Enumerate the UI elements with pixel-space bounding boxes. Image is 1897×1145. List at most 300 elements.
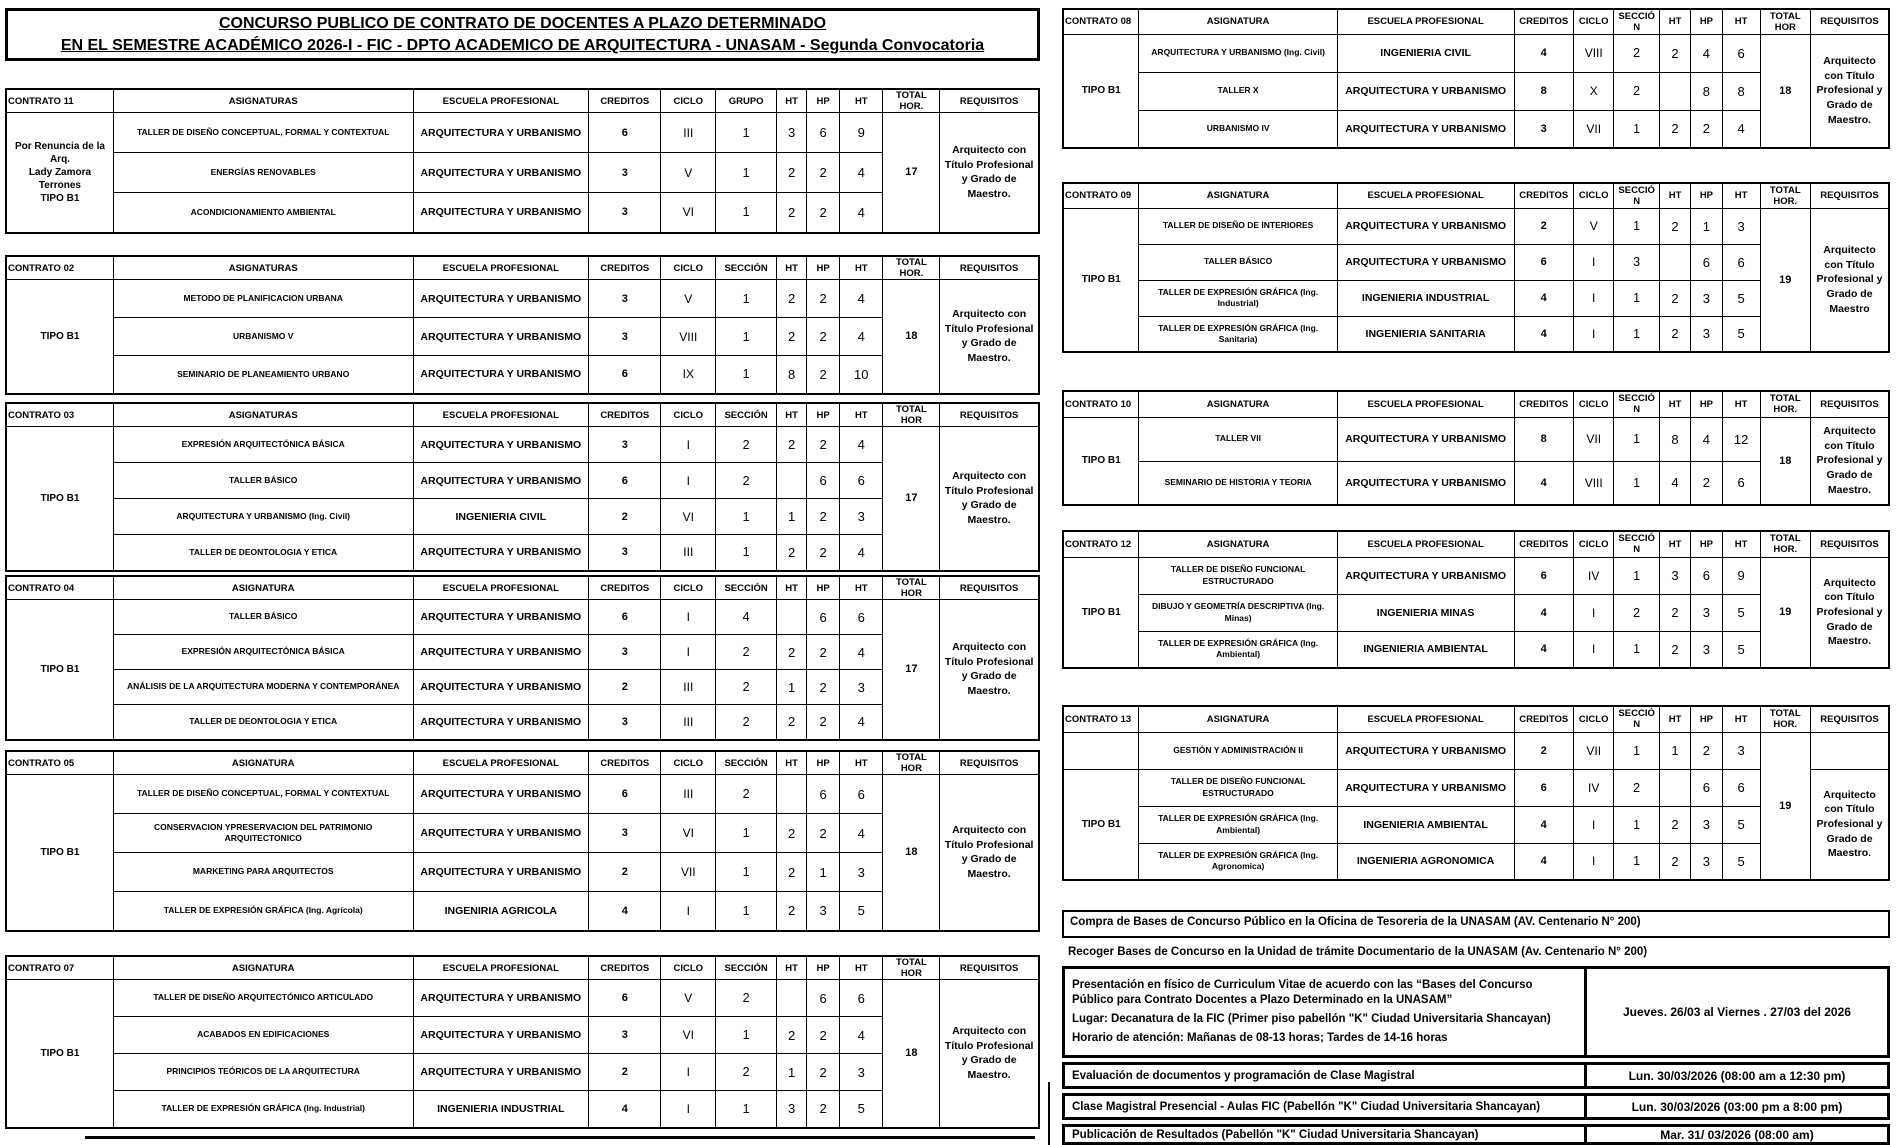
ht-cell: 2 bbox=[777, 705, 807, 740]
requisitos-header: REQUISITOS bbox=[940, 751, 1039, 775]
ht-total-cell: 4 bbox=[840, 1017, 883, 1054]
asignatura-cell: DIBUJO Y GEOMETRÍA DESCRIPTIVA (Ing. Minas) bbox=[1139, 594, 1337, 631]
title-box bbox=[5, 8, 1040, 61]
ht-total-cell: 4 bbox=[840, 814, 883, 853]
ht-cell: 1 bbox=[1659, 732, 1690, 769]
escuela-cell: ARQUITECTURA Y URBANISMO bbox=[1337, 461, 1514, 505]
asignatura-header: ASIGNATURA bbox=[1139, 391, 1337, 417]
creditos-cell: 6 bbox=[589, 113, 661, 153]
seccion-cell: 1 bbox=[1614, 280, 1659, 316]
asignatura-cell: TALLER DE EXPRESIÓN GRÁFICA (Ing. Sanitaria) bbox=[1139, 316, 1337, 352]
publicacion-date: Mar. 31/ 03/2026 (08:00 am) bbox=[1660, 1127, 1814, 1142]
schedule-evaluation-row bbox=[1062, 1062, 1890, 1089]
escuela-cell: INGENIERIA INDUSTRIAL bbox=[413, 1091, 589, 1128]
ciclo-cell: VIII bbox=[1573, 34, 1613, 72]
total-hours-header: TOTAL HOR. bbox=[1760, 391, 1810, 417]
ht-cell: 2 bbox=[1659, 208, 1690, 244]
grupo-seccion-header: SECCIÓN bbox=[716, 576, 777, 600]
creditos-cell: 2 bbox=[1514, 208, 1573, 244]
escuela-cell: INGENIERIA MINAS bbox=[1337, 594, 1514, 631]
seccion-cell: 1 bbox=[716, 318, 777, 356]
total-hours-header: TOTAL HOR. bbox=[1760, 706, 1810, 732]
presentation-date: Jueves. 26/03 al Viernes . 27/03 del 2026 bbox=[1623, 1005, 1851, 1019]
contract-type-label: TIPO B1 bbox=[1063, 557, 1139, 668]
escuela-cell: INGENIERIA AGRONOMICA bbox=[1337, 843, 1514, 880]
ht-total-cell: 6 bbox=[840, 600, 883, 635]
ht-total-cell: 5 bbox=[1722, 806, 1760, 843]
note-compra-text: Compra de Bases de Concurso Público en la Oficina de Tesoreria de la UNASAM (AV. Centenario N° 200) bbox=[1070, 916, 1641, 928]
ht-cell: 2 bbox=[777, 535, 807, 571]
creditos-cell: 4 bbox=[1514, 806, 1573, 843]
asignatura-cell: TALLER DE EXPRESIÓN GRÁFICA (Ing. Ambiental) bbox=[1139, 631, 1337, 668]
ht-cell: 2 bbox=[777, 635, 807, 670]
grupo-seccion-header: SECCIÓN bbox=[716, 403, 777, 427]
contract-type-label: TIPO B1 bbox=[1063, 769, 1139, 880]
ht-total-cell: 3 bbox=[840, 853, 883, 892]
ciclo-cell: I bbox=[1573, 594, 1613, 631]
ht-header: HT bbox=[777, 751, 807, 775]
creditos-cell: 4 bbox=[1514, 594, 1573, 631]
ciclo-cell: III bbox=[661, 535, 716, 571]
ht-cell: 2 bbox=[777, 814, 807, 853]
total-hours-header: TOTAL HOR bbox=[883, 576, 940, 600]
creditos-cell: 8 bbox=[1514, 72, 1573, 110]
ht-total-cell: 6 bbox=[840, 463, 883, 499]
ht-total-cell: 6 bbox=[840, 775, 883, 814]
hp-header: HP bbox=[807, 256, 840, 280]
requisitos-header: REQUISITOS bbox=[1810, 391, 1889, 417]
requisitos-header: REQUISITOS bbox=[940, 956, 1039, 980]
seccion-cell: 1 bbox=[1614, 557, 1659, 594]
seccion-cell: 1 bbox=[1614, 806, 1659, 843]
ciclo-cell: IV bbox=[1573, 557, 1613, 594]
ht2-header: HT bbox=[1722, 706, 1760, 732]
ciclo-cell: V bbox=[661, 980, 716, 1017]
asignatura-cell: URBANISMO V bbox=[113, 318, 413, 356]
seccion-cell: 1 bbox=[1614, 208, 1659, 244]
hp-cell: 2 bbox=[807, 193, 840, 233]
ht-total-cell: 3 bbox=[840, 670, 883, 705]
hp-cell: 6 bbox=[807, 463, 840, 499]
ciclo-cell: VII bbox=[1573, 110, 1613, 148]
requisitos-cell: Arquitecto con Título Profesional y Grado de Maestro. bbox=[1810, 34, 1889, 148]
presentation-line-1: Presentación en físico de Curriculum Vitae de acuerdo con las “Bases del Concurso Público para Contrato Docentes a Plazo Determinado en la UNASAM” bbox=[1072, 979, 1533, 1007]
escuela-cell: INGENIERIA INDUSTRIAL bbox=[1337, 280, 1514, 316]
contract-type-label: Por Renuncia de la Arq. Lady Zamora Terrones TIPO B1 bbox=[6, 113, 113, 233]
ht-cell: 1 bbox=[777, 1054, 807, 1091]
escuela-cell: ARQUITECTURA Y URBANISMO bbox=[413, 1017, 589, 1054]
escuela-cell: ARQUITECTURA Y URBANISMO bbox=[1337, 110, 1514, 148]
page-title-line1: CONCURSO PUBLICO DE CONTRATO DE DOCENTES A PLAZO DETERMINADO bbox=[218, 15, 827, 32]
ht-cell: 3 bbox=[777, 113, 807, 153]
creditos-cell: 8 bbox=[1514, 417, 1573, 461]
creditos-header: CREDITOS bbox=[589, 576, 661, 600]
ht-cell: 2 bbox=[777, 853, 807, 892]
ht-cell bbox=[777, 600, 807, 635]
contract-id: CONTRATO 12 bbox=[1063, 531, 1139, 557]
contract-id: CONTRATO 03 bbox=[6, 403, 113, 427]
asignatura-header: ASIGNATURA bbox=[1139, 531, 1337, 557]
requisitos-cell: Arquitecto con Título Profesional y Grado de Maestro. bbox=[1810, 769, 1889, 880]
ciclo-cell: X bbox=[1573, 72, 1613, 110]
hp-cell: 2 bbox=[807, 280, 840, 318]
note-compra-bases bbox=[1062, 910, 1890, 938]
hp-cell: 2 bbox=[807, 535, 840, 571]
escuela-cell: ARQUITECTURA Y URBANISMO bbox=[413, 635, 589, 670]
seccion-cell: 1 bbox=[1614, 417, 1659, 461]
contract-id: CONTRATO 09 bbox=[1063, 183, 1139, 208]
ht-header: HT bbox=[777, 576, 807, 600]
asignatura-header: ASIGNATURA bbox=[113, 956, 413, 980]
contract-type-label: TIPO B1 bbox=[1063, 34, 1139, 148]
asignatura-cell: TALLER DE EXPRESIÓN GRÁFICA (Ing. Agronomica) bbox=[1139, 843, 1337, 880]
ht-cell bbox=[777, 463, 807, 499]
escuela-cell: INGENIRIA AGRICOLA bbox=[413, 892, 589, 931]
ht-header: HT bbox=[1659, 531, 1690, 557]
hp-cell: 6 bbox=[807, 600, 840, 635]
asignatura-cell: TALLER BÁSICO bbox=[113, 600, 413, 635]
hp-header: HP bbox=[807, 403, 840, 427]
seccion-cell: 1 bbox=[716, 814, 777, 853]
asignatura-cell: TALLER DE DISEÑO ARQUITECTÓNICO ARTICULADO bbox=[113, 980, 413, 1017]
hp-cell: 3 bbox=[807, 892, 840, 931]
seccion-cell: 1 bbox=[716, 535, 777, 571]
seccion-cell: 2 bbox=[716, 670, 777, 705]
creditos-cell: 3 bbox=[589, 814, 661, 853]
ht-total-cell: 4 bbox=[840, 193, 883, 233]
escuela-cell: ARQUITECTURA Y URBANISMO bbox=[1337, 208, 1514, 244]
creditos-cell: 4 bbox=[589, 1091, 661, 1128]
ht-cell: 2 bbox=[777, 280, 807, 318]
presentation-line-2: Lugar: Decanatura de la FIC (Primer piso pabellón "K" Ciudad Universitaria Shancayan) bbox=[1072, 1013, 1551, 1025]
total-hours-header: TOTAL HOR bbox=[1760, 9, 1810, 34]
ciclo-header: CICLO bbox=[1573, 531, 1613, 557]
contract-table-c02 bbox=[5, 255, 1040, 395]
creditos-header: CREDITOS bbox=[589, 956, 661, 980]
creditos-cell: 4 bbox=[1514, 843, 1573, 880]
ciclo-cell: V bbox=[1573, 208, 1613, 244]
escuela-cell: ARQUITECTURA Y URBANISMO bbox=[1337, 417, 1514, 461]
asignatura-cell: TALLER DE DEONTOLOGIA Y ETICA bbox=[113, 705, 413, 740]
requisitos-empty-cell bbox=[1810, 732, 1889, 769]
creditos-cell: 4 bbox=[1514, 631, 1573, 668]
seccion-cell: 1 bbox=[716, 153, 777, 193]
requisitos-cell: Arquitecto con Título Profesional y Grado de Maestro. bbox=[940, 775, 1039, 931]
ciclo-cell: I bbox=[1573, 843, 1613, 880]
creditos-cell: 2 bbox=[1514, 732, 1573, 769]
asignatura-cell: TALLER BÁSICO bbox=[113, 463, 413, 499]
seccion-cell: 1 bbox=[716, 499, 777, 535]
ciclo-header: CICLO bbox=[1573, 183, 1613, 208]
ht-cell: 3 bbox=[777, 1091, 807, 1128]
seccion-cell: 3 bbox=[1614, 244, 1659, 280]
ht-total-cell: 5 bbox=[1722, 594, 1760, 631]
seccion-cell: 2 bbox=[716, 705, 777, 740]
contract-table-c10 bbox=[1062, 390, 1890, 506]
seccion-cell: 1 bbox=[716, 853, 777, 892]
contract-table-c12 bbox=[1062, 530, 1890, 669]
asignatura-header: ASIGNATURAS bbox=[113, 403, 413, 427]
ht-cell: 2 bbox=[777, 193, 807, 233]
hp-header: HP bbox=[807, 956, 840, 980]
requisitos-header: REQUISITOS bbox=[1810, 9, 1889, 34]
hp-cell: 2 bbox=[1691, 110, 1722, 148]
ht-total-cell: 9 bbox=[1722, 557, 1760, 594]
contract-type-label: TIPO B1 bbox=[6, 600, 113, 740]
creditos-cell: 3 bbox=[1514, 110, 1573, 148]
creditos-header: CREDITOS bbox=[1514, 391, 1573, 417]
contract-table-c08 bbox=[1062, 8, 1890, 149]
seccion-cell: 2 bbox=[716, 635, 777, 670]
hp-cell: 3 bbox=[1691, 843, 1722, 880]
asignatura-header: ASIGNATURA bbox=[1139, 9, 1337, 34]
ht-cell: 4 bbox=[1659, 461, 1690, 505]
total-hours-header: TOTAL HOR. bbox=[1760, 531, 1810, 557]
asignatura-cell: TALLER DE EXPRESIÓN GRÁFICA (Ing. Agrícola) bbox=[113, 892, 413, 931]
seccion-cell: 1 bbox=[716, 1091, 777, 1128]
escuela-cell: ARQUITECTURA Y URBANISMO bbox=[413, 427, 589, 463]
creditos-cell: 3 bbox=[589, 318, 661, 356]
contract-table-c09 bbox=[1062, 182, 1890, 353]
creditos-cell: 3 bbox=[589, 193, 661, 233]
seccion-cell: 2 bbox=[716, 775, 777, 814]
ht-header: HT bbox=[777, 89, 807, 113]
hp-cell: 3 bbox=[1691, 316, 1722, 352]
total-hours-header: TOTAL HOR. bbox=[1760, 183, 1810, 208]
publicacion-label: Publicación de Resultados (Pabellón "K" Ciudad Universitaria Shancayan) bbox=[1065, 1127, 1587, 1142]
creditos-header: CREDITOS bbox=[589, 89, 661, 113]
creditos-cell: 2 bbox=[589, 1054, 661, 1091]
escuela-cell: ARQUITECTURA Y URBANISMO bbox=[1337, 557, 1514, 594]
hp-cell: 2 bbox=[807, 427, 840, 463]
escuela-header: ESCUELA PROFESIONAL bbox=[1337, 183, 1514, 208]
contract-id: CONTRATO 05 bbox=[6, 751, 113, 775]
seccion-cell: 1 bbox=[1614, 631, 1659, 668]
creditos-cell: 3 bbox=[589, 535, 661, 571]
grupo-seccion-header: SECCIÓN bbox=[1614, 9, 1659, 34]
requisitos-cell: Arquitecto con Título Profesional y Grado de Maestro. bbox=[940, 600, 1039, 740]
bottom-divider-line bbox=[85, 1136, 1035, 1139]
presentation-line-3: Horario de atención: Mañanas de 08-13 horas; Tardes de 14-16 horas bbox=[1072, 1031, 1448, 1044]
contract-id: CONTRATO 04 bbox=[6, 576, 113, 600]
contract-type-label: TIPO B1 bbox=[6, 980, 113, 1128]
escuela-cell: ARQUITECTURA Y URBANISMO bbox=[413, 670, 589, 705]
escuela-cell: ARQUITECTURA Y URBANISMO bbox=[413, 980, 589, 1017]
asignatura-cell: TALLER DE DISEÑO CONCEPTUAL, FORMAL Y CONTEXTUAL bbox=[113, 113, 413, 153]
hp-cell: 2 bbox=[807, 1017, 840, 1054]
creditos-cell: 6 bbox=[1514, 557, 1573, 594]
asignatura-cell: PRINCIPIOS TEÓRICOS DE LA ARQUITECTURA bbox=[113, 1054, 413, 1091]
ciclo-cell: III bbox=[661, 705, 716, 740]
escuela-header: ESCUELA PROFESIONAL bbox=[1337, 706, 1514, 732]
ht-total-cell: 4 bbox=[840, 280, 883, 318]
total-hours-cell: 19 bbox=[1760, 208, 1810, 352]
presentation-label bbox=[1065, 969, 1587, 1055]
ht-cell: 2 bbox=[777, 1017, 807, 1054]
creditos-header: CREDITOS bbox=[1514, 9, 1573, 34]
hp-cell: 6 bbox=[1691, 557, 1722, 594]
hp-cell: 2 bbox=[807, 318, 840, 356]
hp-cell: 3 bbox=[1691, 806, 1722, 843]
clase-magistral-label: Clase Magistral Presencial - Aulas FIC (Pabellón "K" Ciudad Universitaria Shancayan) bbox=[1065, 1096, 1587, 1117]
escuela-cell: ARQUITECTURA Y URBANISMO bbox=[413, 113, 589, 153]
contract-id: CONTRATO 10 bbox=[1063, 391, 1139, 417]
hp-cell: 2 bbox=[807, 635, 840, 670]
total-hours-cell: 18 bbox=[883, 775, 940, 931]
page-title-line2: EN EL SEMESTRE ACADÉMICO 2026-I - FIC - DPTO ACADEMICO DE ARQUITECTURA - UNASAM - Segunda Convocatoria bbox=[60, 36, 985, 54]
hp-header: HP bbox=[807, 576, 840, 600]
escuela-cell: INGENIERIA SANITARIA bbox=[1337, 316, 1514, 352]
hp-cell: 2 bbox=[807, 1054, 840, 1091]
ht-cell: 3 bbox=[1659, 557, 1690, 594]
asignatura-cell: TALLER DE DISEÑO CONCEPTUAL, FORMAL Y CONTEXTUAL bbox=[113, 775, 413, 814]
ht-total-cell: 5 bbox=[1722, 316, 1760, 352]
contract-table-c03 bbox=[5, 402, 1040, 572]
escuela-cell: ARQUITECTURA Y URBANISMO bbox=[413, 318, 589, 356]
asignatura-cell: CONSERVACION YPRESERVACION DEL PATRIMONIO ARQUITECTONICO bbox=[113, 814, 413, 853]
asignatura-header: ASIGNATURA bbox=[1139, 183, 1337, 208]
creditos-header: CREDITOS bbox=[1514, 531, 1573, 557]
hp-header: HP bbox=[1691, 183, 1722, 208]
escuela-cell: INGENIERIA AMBIENTAL bbox=[1337, 631, 1514, 668]
ciclo-cell: I bbox=[661, 892, 716, 931]
ciclo-cell: III bbox=[661, 113, 716, 153]
creditos-cell: 3 bbox=[589, 280, 661, 318]
seccion-cell: 2 bbox=[1614, 34, 1659, 72]
ht-total-cell: 3 bbox=[1722, 732, 1760, 769]
ht2-header: HT bbox=[1722, 531, 1760, 557]
asignatura-cell: ARQUITECTURA Y URBANISMO (Ing. Civil) bbox=[1139, 34, 1337, 72]
ht-header: HT bbox=[777, 956, 807, 980]
escuela-header: ESCUELA PROFESIONAL bbox=[413, 89, 589, 113]
ciclo-cell: VIII bbox=[661, 318, 716, 356]
escuela-header: ESCUELA PROFESIONAL bbox=[413, 576, 589, 600]
clase-magistral-date: Lun. 30/03/2026 (03:00 pm a 8:00 pm) bbox=[1631, 1099, 1843, 1114]
asignatura-cell: MARKETING PARA ARQUITECTOS bbox=[113, 853, 413, 892]
ciclo-cell: VII bbox=[1573, 417, 1613, 461]
ht2-header: HT bbox=[1722, 183, 1760, 208]
ciclo-cell: VI bbox=[661, 1017, 716, 1054]
asignatura-cell: ANÁLISIS DE LA ARQUITECTURA MODERNA Y CONTEMPORÁNEA bbox=[113, 670, 413, 705]
center-divider-line bbox=[1048, 1082, 1050, 1145]
requisitos-cell: Arquitecto con Título Profesional y Grado de Maestro. bbox=[940, 427, 1039, 571]
ht-total-cell: 3 bbox=[1722, 208, 1760, 244]
hp-cell: 8 bbox=[1691, 72, 1722, 110]
creditos-header: CREDITOS bbox=[589, 751, 661, 775]
ht-header: HT bbox=[777, 403, 807, 427]
ciclo-cell: V bbox=[661, 280, 716, 318]
total-hours-cell: 17 bbox=[883, 600, 940, 740]
ht-cell: 8 bbox=[777, 356, 807, 394]
escuela-cell: ARQUITECTURA Y URBANISMO bbox=[413, 153, 589, 193]
hp-cell: 2 bbox=[807, 499, 840, 535]
ht-cell: 2 bbox=[777, 892, 807, 931]
total-hours-cell: 18 bbox=[1760, 34, 1810, 148]
ht-cell bbox=[1659, 72, 1690, 110]
creditos-cell: 6 bbox=[1514, 769, 1573, 806]
total-hours-header: TOTAL HOR. bbox=[883, 89, 940, 113]
ciclo-cell: IX bbox=[661, 356, 716, 394]
requisitos-header: REQUISITOS bbox=[1810, 183, 1889, 208]
escuela-cell: ARQUITECTURA Y URBANISMO bbox=[413, 535, 589, 571]
asignatura-cell: ACONDICIONAMIENTO AMBIENTAL bbox=[113, 193, 413, 233]
creditos-cell: 6 bbox=[589, 356, 661, 394]
ht-cell bbox=[777, 980, 807, 1017]
requisitos-header: REQUISITOS bbox=[940, 576, 1039, 600]
hp-header: HP bbox=[1691, 9, 1722, 34]
ciclo-header: CICLO bbox=[661, 403, 716, 427]
total-hours-cell: 17 bbox=[883, 427, 940, 571]
ciclo-cell: VI bbox=[661, 499, 716, 535]
requisitos-cell: Arquitecto con Título Profesional y Grado de Maestro bbox=[1810, 208, 1889, 352]
total-hours-cell: 17 bbox=[883, 113, 940, 233]
ciclo-cell: I bbox=[661, 600, 716, 635]
hp-header: HP bbox=[1691, 706, 1722, 732]
seccion-cell: 1 bbox=[716, 193, 777, 233]
asignatura-header: ASIGNATURA bbox=[113, 751, 413, 775]
contract-id: CONTRATO 13 bbox=[1063, 706, 1139, 732]
ht-total-cell: 3 bbox=[840, 1054, 883, 1091]
ht-total-cell: 4 bbox=[840, 535, 883, 571]
ciclo-cell: I bbox=[661, 1054, 716, 1091]
asignatura-cell: TALLER DE EXPRESIÓN GRÁFICA (Ing. Industrial) bbox=[113, 1091, 413, 1128]
ht-cell: 2 bbox=[1659, 631, 1690, 668]
asignatura-cell: EXPRESIÓN ARQUITECTÓNICA BÁSICA bbox=[113, 427, 413, 463]
contract-label-empty bbox=[1063, 732, 1139, 769]
requisitos-cell: Arquitecto con Título Profesional y Grado de Maestro. bbox=[940, 280, 1039, 394]
escuela-cell: INGENIERIA AMBIENTAL bbox=[1337, 806, 1514, 843]
ht-cell: 2 bbox=[777, 153, 807, 193]
escuela-header: ESCUELA PROFESIONAL bbox=[1337, 9, 1514, 34]
escuela-cell: ARQUITECTURA Y URBANISMO bbox=[413, 463, 589, 499]
ht-total-cell: 8 bbox=[1722, 72, 1760, 110]
ciclo-cell: VIII bbox=[1573, 461, 1613, 505]
escuela-cell: ARQUITECTURA Y URBANISMO bbox=[1337, 732, 1514, 769]
ciclo-cell: I bbox=[1573, 631, 1613, 668]
contract-type-label: TIPO B1 bbox=[6, 775, 113, 931]
ht-total-cell: 6 bbox=[1722, 769, 1760, 806]
ht-cell: 8 bbox=[1659, 417, 1690, 461]
creditos-cell: 3 bbox=[589, 427, 661, 463]
asignatura-cell: URBANISMO IV bbox=[1139, 110, 1337, 148]
ht-cell bbox=[1659, 244, 1690, 280]
requisitos-cell: Arquitecto con Título Profesional y Grado de Maestro. bbox=[940, 113, 1039, 233]
grupo-seccion-header: SECCIÓN bbox=[716, 956, 777, 980]
requisitos-header: REQUISITOS bbox=[1810, 706, 1889, 732]
hp-cell: 6 bbox=[807, 775, 840, 814]
creditos-cell: 3 bbox=[589, 153, 661, 193]
seccion-cell: 2 bbox=[1614, 594, 1659, 631]
ciclo-cell: I bbox=[661, 635, 716, 670]
ciclo-header: CICLO bbox=[661, 256, 716, 280]
ciclo-cell: III bbox=[661, 670, 716, 705]
ht-header: HT bbox=[1659, 9, 1690, 34]
left-column bbox=[5, 0, 1040, 1145]
ciclo-cell: I bbox=[1573, 244, 1613, 280]
ht2-header: HT bbox=[1722, 9, 1760, 34]
ht-cell: 2 bbox=[1659, 316, 1690, 352]
ht2-header: HT bbox=[840, 403, 883, 427]
ht-cell: 2 bbox=[777, 427, 807, 463]
escuela-cell: ARQUITECTURA Y URBANISMO bbox=[413, 814, 589, 853]
escuela-cell: ARQUITECTURA Y URBANISMO bbox=[1337, 72, 1514, 110]
seccion-cell: 1 bbox=[716, 356, 777, 394]
creditos-cell: 2 bbox=[589, 670, 661, 705]
contract-type-label: TIPO B1 bbox=[6, 427, 113, 571]
creditos-header: CREDITOS bbox=[1514, 183, 1573, 208]
seccion-cell: 1 bbox=[1614, 110, 1659, 148]
ht-total-cell: 3 bbox=[840, 499, 883, 535]
